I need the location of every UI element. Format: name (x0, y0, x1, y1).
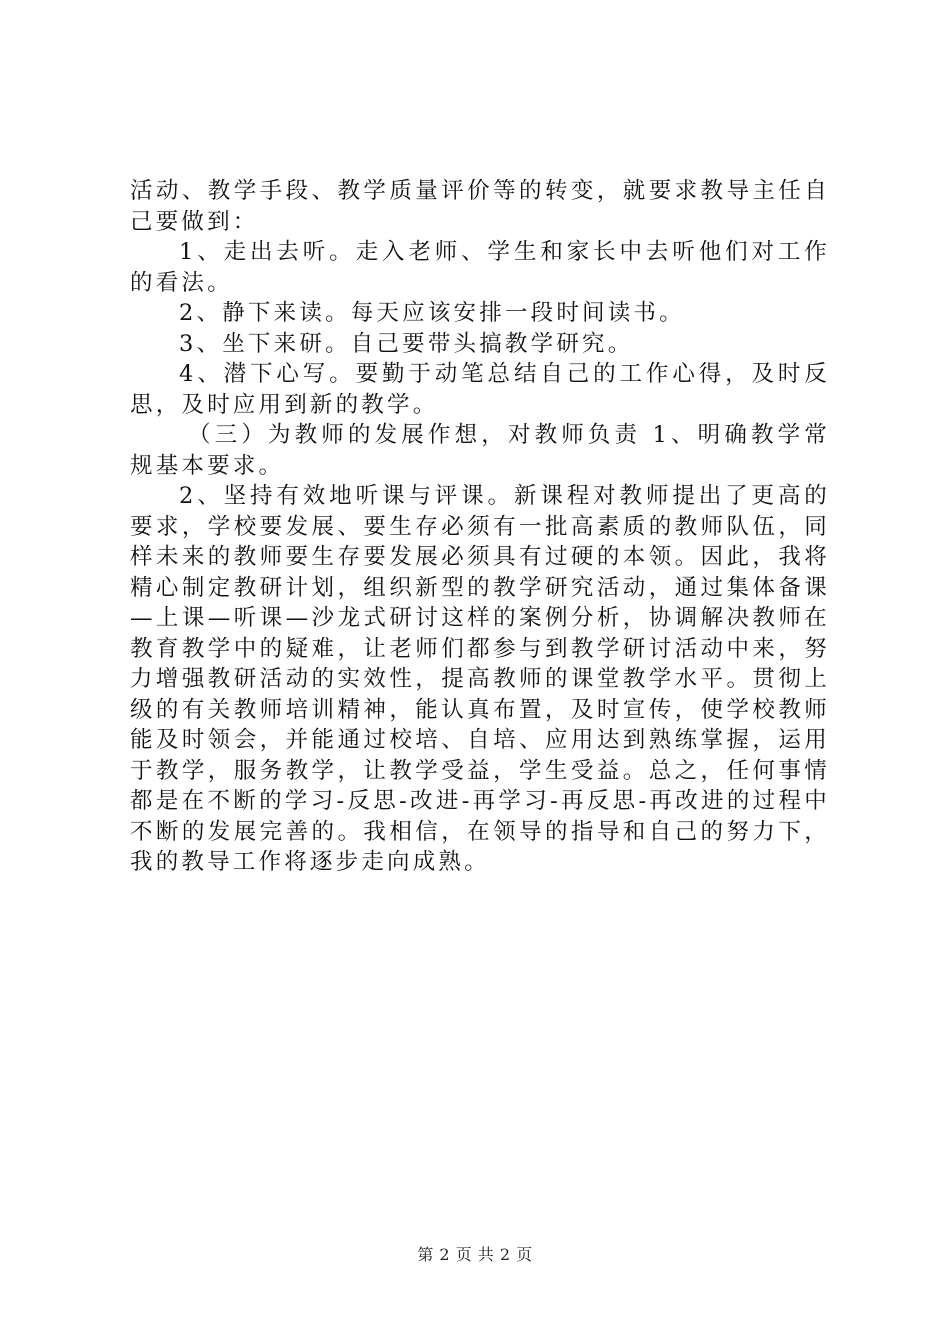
document-body (130, 176, 830, 878)
paragraph-item-3-research: 3、坐下来研。自己要带头搞教学研究。 (179, 330, 634, 357)
paragraph-section-3-heading: （三）为教师的发展作想，对教师负责 1、明确教学常规基本要求。 (130, 422, 830, 479)
paragraph-section-3-item-2: 2、坚持有效地听课与评课。新课程对教师提出了更高的要求，学校要发展、要生存必须有一批高素质的教师队伍，同样未来的教师要生存要发展必须具有过硬的本领。因此，我将精心制定教研计划，组织新型的教学研究活动，通过集体备课—上课—听课—沙龙式研讨这样的案例分析，协调解决教师在教育教学中的疑难，让老师们都参与到教学研讨活动中来，努力增强教研活动的实效性，提高教师的课堂教学水平。贯彻上级的有关教师培训精神，能认真布置，及时宣传，使学校教师能及时领会，并能通过校培、自培、应用达到熟练掌握，运用于教学，服务教学，让教学受益，学生受益。总之，任何事情都是在不断的学习-反思-改进-再学习-再反思-再改进的过程中不断的发展完善的。我相信，在领导的指导和自己的努力下，我的教导工作将逐步走向成熟。 (130, 483, 830, 875)
paragraph-item-4-write: 4、潜下心写。要勤于动笔总结自己的工作心得，及时反思，及时应用到新的教学。 (130, 361, 830, 418)
paragraph-item-1-listen: 1、走出去听。走入老师、学生和家长中去听他们对工作的看法。 (130, 239, 830, 296)
paragraph-item-2-read: 2、静下来读。每天应该安排一段时间读书。 (179, 300, 685, 326)
page-footer: 第 2 页 共 2 页 (417, 1245, 533, 1264)
paragraph-intro-continuation: 活动、教学手段、教学质量评价等的转变，就要求教导主任自己要做到： (130, 178, 830, 235)
